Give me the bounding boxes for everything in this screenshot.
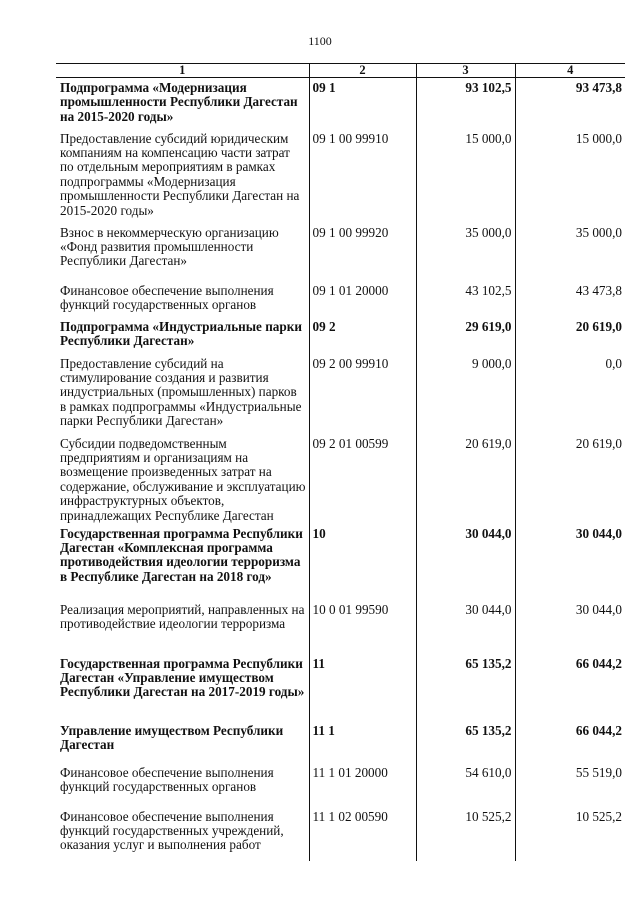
row-code: 10 [309,524,416,600]
row-name: Управление имуществом Республики Дагестан [60,722,284,752]
row-value-4: 66 044,2 [515,721,625,763]
row-value-3: 30 044,0 [416,600,515,654]
header-col-4: 4 [515,64,625,78]
page-number: 1100 [308,34,332,48]
row-name: Государственная программа Республики Дагестан «Управление имуществом Республики Дагестан на 2017-2019 годы» [60,655,305,700]
table-row [56,129,625,223]
row-code: 11 [309,654,416,721]
row-code: 09 1 00 99920 [309,223,416,281]
row-name: Субсидии подведомственным предприятиям и организациям на возмещение произведенных затрат на содержание, обслуживание и эксплуатацию инфраструктурных объектов, принадлежащих Республике Дагестан [60,435,306,523]
row-value-3: 65 135,2 [416,721,515,763]
row-name: Финансовое обеспечение выполнения функций государственных учреждений, оказания услуг и выполнения работ [60,808,284,853]
row-name: Подпрограмма «Модернизация промышленности Республики Дагестан на 2015-2020 годы» [60,80,298,124]
row-code: 09 1 00 99910 [309,129,416,223]
row-code: 11 1 01 20000 [309,763,416,807]
row-value-4: 35 000,0 [515,223,625,281]
table-row [56,654,625,721]
row-code: 09 1 01 20000 [309,281,416,317]
row-value-3: 20 619,0 [416,434,515,524]
row-value-4: 43 473,8 [515,281,625,317]
row-value-3: 93 102,5 [416,78,515,129]
row-code: 11 1 [309,721,416,763]
table-row [56,763,625,807]
row-code: 09 1 [309,78,416,129]
row-value-3: 15 000,0 [416,129,515,223]
table-row [56,721,625,763]
row-value-4: 55 519,0 [515,763,625,807]
row-name: Финансовое обеспечение выполнения функций государственных органов [60,764,274,794]
row-value-4: 30 044,0 [515,600,625,654]
row-name: Предоставление субсидий на стимулирование создания и развития индустриальных (промышленных) парков в рамках подпрограммы «Индустриальные парки Республики Дагестан» [60,355,302,429]
row-value-3: 43 102,5 [416,281,515,317]
row-name: Предоставление субсидий юридическим компаниям на компенсацию части затрат по отдельным мероприятиям в рамках подпрограммы «Модернизация промышленности Республики Дагестан на 2015-2020 годы» [60,130,300,218]
row-code: 09 2 01 00599 [309,434,416,524]
row-value-4: 30 044,0 [515,524,625,600]
row-value-4: 0,0 [515,354,625,434]
header-col-2: 2 [309,64,416,78]
row-name: Реализация мероприятий, направленных на противодействие идеологии терроризма [60,601,305,631]
table-row [56,223,625,281]
row-code: 11 1 02 00590 [309,807,416,861]
header-col-1: 1 [56,64,309,78]
row-value-4: 15 000,0 [515,129,625,223]
row-name: Подпрограмма «Индустриальные парки Республики Дагестан» [60,318,302,348]
row-value-4: 66 044,2 [515,654,625,721]
row-code: 09 2 [309,317,416,354]
row-value-4: 10 525,2 [515,807,625,861]
row-value-4: 93 473,8 [515,78,625,129]
row-value-3: 54 610,0 [416,763,515,807]
row-value-4: 20 619,0 [515,434,625,524]
row-value-3: 30 044,0 [416,524,515,600]
header-col-3: 3 [416,64,515,78]
row-value-4: 20 619,0 [515,317,625,354]
budget-table [56,63,625,861]
row-value-3: 10 525,2 [416,807,515,861]
table-row [56,807,625,861]
row-value-3: 29 619,0 [416,317,515,354]
row-name: Взнос в некоммерческую организацию «Фонд развития промышленности Республики Дагестан» [60,224,279,269]
header-row [56,64,625,78]
table-row [56,78,625,129]
row-value-3: 9 000,0 [416,354,515,434]
table-row [56,524,625,600]
row-value-3: 65 135,2 [416,654,515,721]
row-code: 09 2 00 99910 [309,354,416,434]
row-name: Государственная программа Республики Дагестан «Комплексная программа противодействия идеологии терроризма в Республике Дагестан на 2018 год» [60,525,303,584]
row-code: 10 0 01 99590 [309,600,416,654]
table-row [56,354,625,434]
table-row [56,281,625,317]
row-value-3: 35 000,0 [416,223,515,281]
table-row [56,600,625,654]
table-row [56,434,625,524]
table-row [56,317,625,354]
row-name: Финансовое обеспечение выполнения функций государственных органов [60,282,274,312]
